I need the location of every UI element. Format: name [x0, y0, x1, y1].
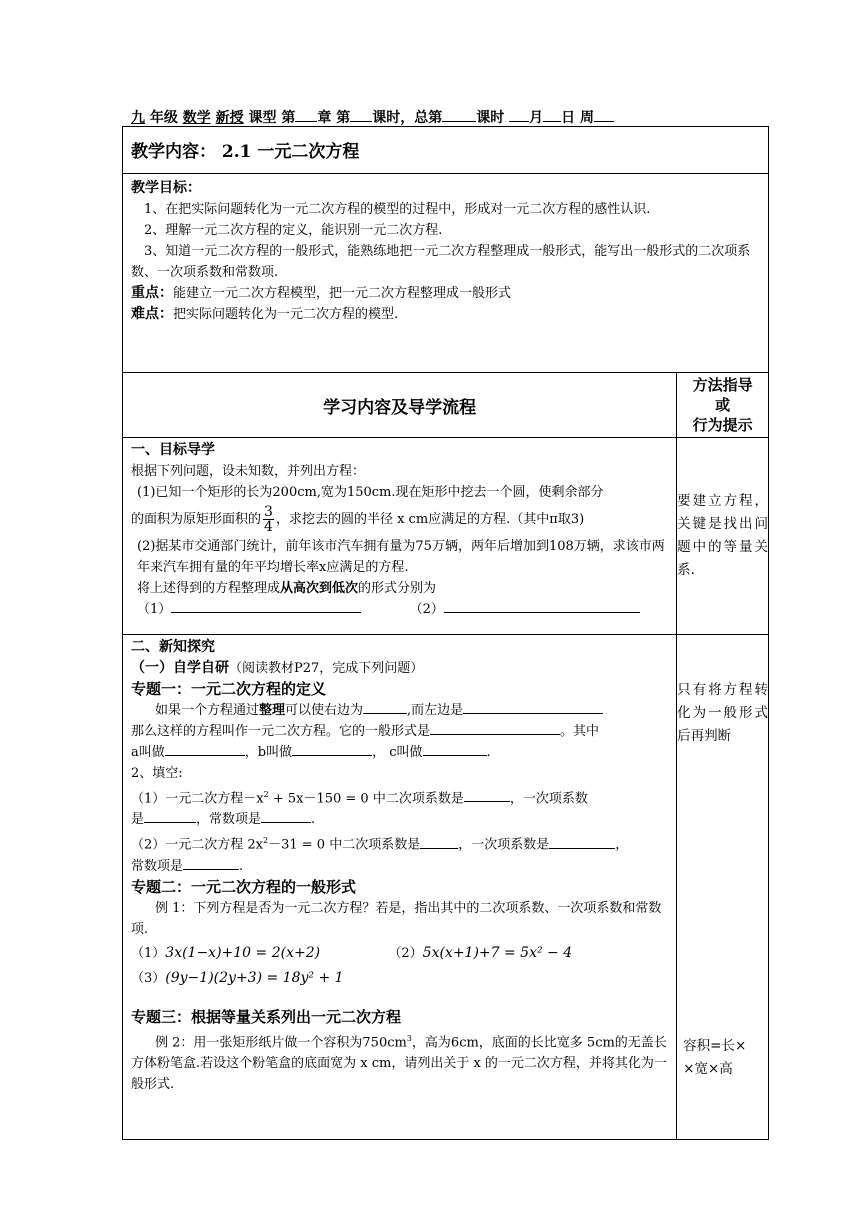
grade: 九 — [131, 110, 145, 126]
tip-cell — [677, 635, 769, 1140]
answer-line: （1） （2） — [131, 599, 668, 620]
column-header-side: 方法指导 或 行为提示 — [677, 373, 769, 438]
month-blank[interactable] — [509, 109, 529, 122]
answer-2-blank[interactable] — [444, 600, 640, 613]
lesson-header: 九 年级 数学 新授 课型 第 章 第 课时，总第 课时 月 日 周 — [131, 107, 614, 127]
blank[interactable] — [292, 743, 372, 756]
chapter-blank[interactable] — [295, 109, 317, 122]
answer-1-blank[interactable] — [171, 600, 361, 613]
blank[interactable] — [464, 789, 510, 802]
example-2: 例 2：用一张矩形纸片做一个容积为$750cm^3$，高为6cm，底面的长比宽多 5cm的无盖长方体粉笔盒.若设这个粉笔盒的底面宽为 x cm，请列出关于 x 的一元二次方程，并将其化为一般形式. — [131, 1033, 667, 1092]
goal-item: 2、理解一元二次方程的定义，能识别一元二次方程. — [144, 223, 443, 238]
blank[interactable] — [144, 810, 196, 823]
lesson-blank[interactable] — [350, 109, 372, 122]
section-title: 一、目标导学 — [131, 442, 215, 458]
problem-1-cont: 的面积为原矩形面积的 $\frac{3}{4}$ ，求挖去的圆的半径 x cm应满足的方程.（其中π取3) — [131, 504, 585, 535]
tip-cell — [677, 438, 769, 635]
section-new-knowledge: 二、新知探究 （一）自学自研（阅读教材P27，完成下列问题） 专题一：一元二次方程的定义 如果一个方程通过整理可以使右边为 ,而左边是 那么这样的方程叫作一元二次方程。它的一般形式是 。其中 a叫做 ，b叫做 ， c叫做 . 2、填空: （1）一元二次方程$-x^2 + 5x-150 = 0$ 中二次项系数是 ，一次项系数 是 ，常数项是 . （2）一元二次方程 $2x^2-31 = 0$ 中二次项系数是 ，一次项系数是 ， 常数项是 . 专题二：一元二次方程的一般形式 例 1：下列方程是否为一元二次方程？若是，指出其中的二次项系数、一次项系数和常数项. （1）3x(1−x)+10 = 2(x+2) （2）5x(x+1)+7 = 5x² − 4 （3）(9y−1)(2y+3) = 18y² + 1 专题三：根据等量关系列出一元二次方程 例 2：用一张矩形纸片做一个容积为$750cm^3$，高为6cm，底面的长比宽多 5cm的无盖长方体粉笔盒.若设这个粉笔盒的底面宽为 x cm，请列出关于 x 的一元二次方程，并将其化为一般形式. — [123, 635, 677, 1140]
rearrange-instruction: 将上述得到的方程整理成从高次到低次的形式分别为 — [137, 581, 437, 596]
blank[interactable] — [430, 722, 560, 735]
topic-2-title: 专题二：一元二次方程的一般形式 — [131, 877, 357, 896]
blank[interactable] — [420, 836, 458, 849]
definition-text: 如果一个方程通过整理可以使右边为 ,而左边是 — [131, 700, 668, 721]
blank[interactable] — [261, 810, 311, 823]
weekday-blank[interactable] — [594, 109, 614, 122]
subject: 数学 — [182, 110, 211, 126]
section-title: 二、新知探究 — [131, 639, 215, 655]
fill-1: （1）一元二次方程$-x^2 + 5x-150 = 0$ 中二次项系数是 ，一次项系数 — [131, 790, 588, 807]
lesson-plan-table — [122, 126, 769, 1140]
goal-item: 1、在把实际问题转化为一元二次方程的模型的过程中，形成对一元二次方程的感性认识. — [144, 202, 651, 217]
lesson-type: 新授 — [215, 110, 244, 126]
volume-tip: 容积=长× ×宽×高 — [683, 1038, 747, 1077]
blank[interactable] — [549, 836, 615, 849]
equation-3: (9y−1)(2y+3) = 18y² + 1 — [165, 969, 344, 986]
problem-1: (1)已知一个矩形的长为200cm,宽为150cm.现在矩形中挖去一个圆，使剩余部分 — [137, 485, 604, 500]
equation-row-2: （3）(9y−1)(2y+3) = 18y² + 1 — [131, 969, 344, 986]
intro-text: 根据下列问题，设未知数，并列出方程： — [131, 464, 366, 479]
problem-2: (2)据某市交通部门统计，前年该市汽车拥有量为75万辆，两年后增加到108万辆，求该市两年来汽车拥有量的年平均增长率x应满足的方程. — [137, 539, 665, 575]
example-1: 例 1：下列方程是否为一元二次方程？若是，指出其中的二次项系数、一次项系数和常数项. — [131, 900, 662, 937]
blank[interactable] — [363, 701, 407, 714]
equation-2: 5x(x+1)+7 = 5x² − 4 — [422, 944, 573, 961]
equation-row-1: （1）3x(1−x)+10 = 2(x+2) （2）5x(x+1)+7 = 5x² − 4 — [131, 944, 573, 961]
blank[interactable] — [165, 743, 245, 756]
key-point: 重点：能建立一元二次方程模型，把一元二次方程整理成一般形式 — [131, 285, 512, 301]
goals-heading: 教学目标： — [131, 180, 201, 196]
fill-title: 2、填空: — [131, 766, 183, 781]
total-blank[interactable] — [442, 109, 476, 122]
topic-1-title: 专题一：一元二次方程的定义 — [131, 680, 327, 698]
column-header-main: 学习内容及导学流程 — [123, 373, 677, 438]
fill-2: （2）一元二次方程 $2x^2-31 = 0$ 中二次项系数是 ，一次项系数是 ， — [131, 836, 629, 853]
section-target-guide — [123, 438, 677, 635]
blank[interactable] — [463, 701, 603, 714]
blank[interactable] — [183, 857, 239, 870]
day-blank[interactable] — [543, 109, 561, 122]
teaching-goals — [123, 174, 769, 373]
blank[interactable] — [423, 743, 487, 756]
method-tip: 只有将方程转化为一般形式后再判断 — [677, 682, 768, 744]
three-quarters-fraction: $\frac{3}{4}$ — [264, 504, 273, 535]
content-title: 教学内容： 2.1 一元二次方程 — [131, 142, 360, 162]
goal-item: 3、知道一元二次方程的一般形式，能熟练地把一元二次方程整理成一般形式，能写出一般形式的二次项系数、一次项系数和常数项. — [131, 244, 751, 280]
equation-1: 3x(1−x)+10 = 2(x+2) — [165, 944, 321, 961]
topic-3-title: 专题三：根据等量关系列出一元二次方程 — [131, 1007, 402, 1026]
self-study-title: （一）自学自研（阅读教材P27，完成下列问题） — [131, 660, 424, 676]
difficult-point: 难点：把实际问题转化为一元二次方程的模型. — [131, 306, 399, 322]
method-tip: 要建立方程，关键是找出问题中的等量关系. — [677, 493, 768, 578]
